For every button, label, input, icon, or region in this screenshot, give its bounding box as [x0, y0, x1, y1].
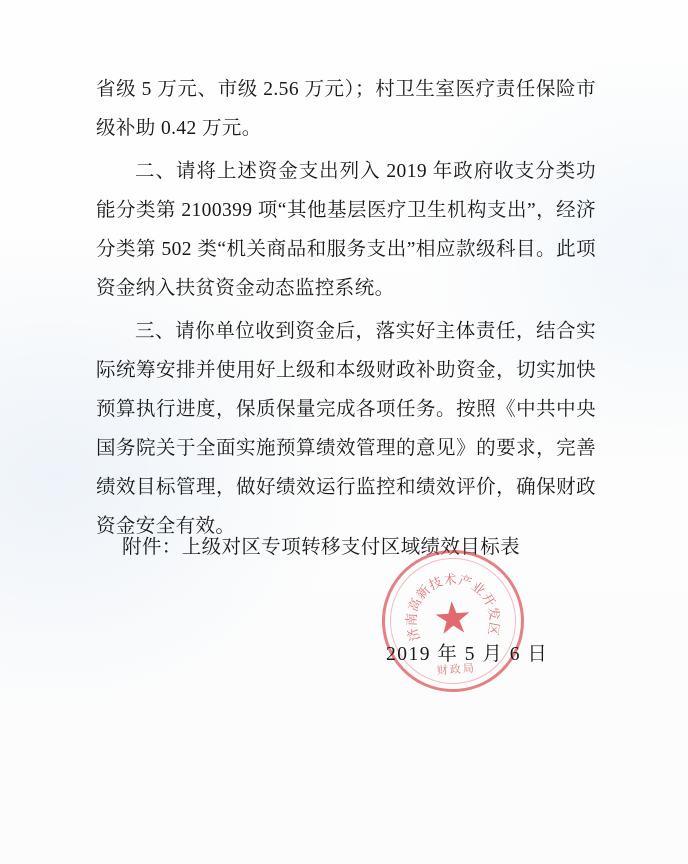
seal-arc-char: 区 — [485, 621, 503, 637]
seal-arc-char: 术 — [443, 571, 458, 588]
seal-arc-char: 开 — [478, 590, 499, 610]
seal-arc-char: 业 — [468, 578, 489, 599]
seal-arc-char: 济 — [404, 625, 423, 644]
attachment-line: 附件：上级对区专项转移支付区域绩效目标表 — [122, 537, 521, 558]
seal-arc-char: 发 — [485, 606, 503, 622]
seal-arc-char: 技 — [426, 573, 445, 593]
seal-arc-char: 高 — [405, 595, 425, 614]
document-date: 2019 年 5 月 6 日 — [386, 644, 549, 665]
paragraph-item-three: 三、请你单位收到资金后，落实好主体责任，结合实际统筹安排并使用好上级和本级财政补助资金，切实加快预算执行进度，保质保量完成各项任务。按照《中共中央 国务院关于全面实施预算绩效管理的意见》的要求，完善绩效目标管理，做好绩效运行监控和绩效评价，确保财政资金安全有效。 — [96, 321, 596, 537]
seal-star-icon: ★ — [431, 592, 475, 645]
seal-bottom-text: 财政局 — [436, 662, 477, 678]
seal-arc-char: 新 — [413, 582, 434, 603]
document-body — [96, 70, 596, 550]
paragraph-continued: 省级 5 万元、市级 2.56 万元）；村卫生室医疗责任保险市级补助 0.42 万元。 — [96, 79, 596, 139]
seal-arc-char: 南 — [403, 612, 420, 627]
paragraph-item-two: 二、请将上述资金支出列入 2019 年政府收支分类功能分类第 2100399 项“其他基层医疗卫生机构支出”，经济分类第 502 类“机关商品和服务支出”相应款级科目。此项资金纳入扶贫资金动态监控系统。 — [96, 161, 596, 299]
seal-arc-char: 产 — [456, 572, 474, 591]
official-seal — [377, 545, 529, 697]
